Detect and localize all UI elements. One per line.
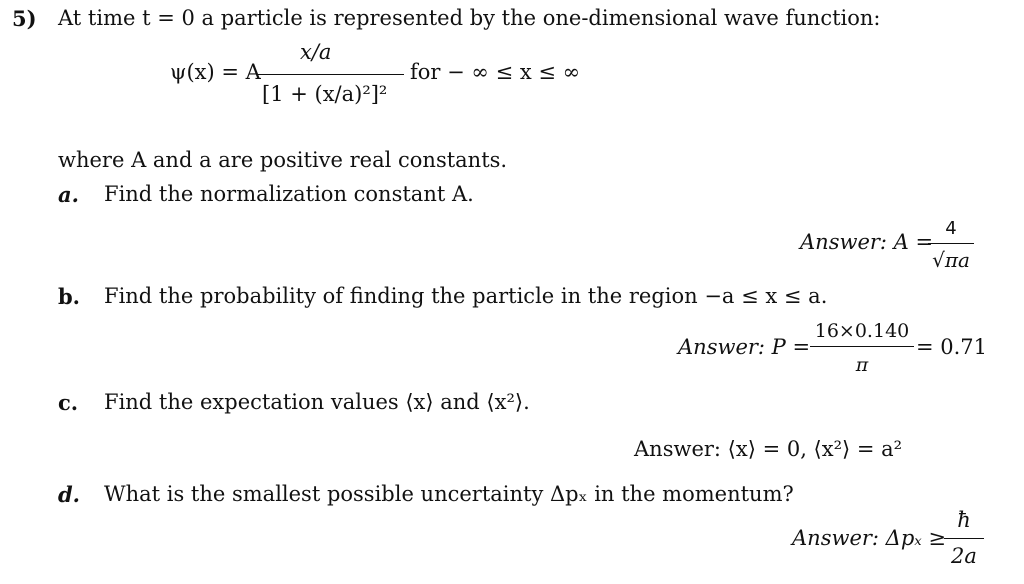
part-a-label: a. xyxy=(58,182,79,207)
psi-numerator: x/a xyxy=(300,40,332,64)
part-c-question: Find the expectation values ⟨x⟩ and ⟨x²⟩. xyxy=(104,390,530,414)
part-a-question: Find the normalization constant A. xyxy=(104,182,474,206)
part-d-answer-num: ħ xyxy=(957,508,971,532)
part-a-answer-num: 4 xyxy=(945,218,957,239)
part-d-fraction-bar xyxy=(944,538,984,539)
psi-fraction-bar xyxy=(256,74,404,75)
part-b-fraction-bar xyxy=(810,346,914,347)
part-b-answer-result: = 0.71 xyxy=(916,335,988,359)
psi-lhs: ψ(x) = A xyxy=(170,60,261,84)
part-b-answer-num: 16×0.140 xyxy=(814,320,910,342)
part-d-answer-prefix: Answer: Δpₓ ≥ xyxy=(792,526,946,550)
part-a-answer-den: √πa xyxy=(932,248,970,272)
part-d-label: d. xyxy=(58,482,80,507)
part-b-label: b. xyxy=(58,284,80,309)
part-d-answer-den: 2a xyxy=(951,544,977,568)
part-c-answer: Answer: ⟨x⟩ = 0, ⟨x²⟩ = a² xyxy=(634,437,903,461)
part-a-answer-prefix: Answer: A = xyxy=(800,230,934,254)
part-b-answer-den: π xyxy=(855,354,869,376)
part-d-question: What is the smallest possible uncertainty Δpₓ in the momentum? xyxy=(104,482,794,506)
psi-range: for − ∞ ≤ x ≤ ∞ xyxy=(410,60,581,84)
part-c-label: c. xyxy=(58,390,79,415)
part-b-answer-prefix: Answer: P = xyxy=(678,335,811,359)
part-b-question: Find the probability of finding the particle in the region −a ≤ x ≤ a. xyxy=(104,284,828,308)
psi-denominator: [1 + (x/a)²]² xyxy=(262,82,388,106)
problem-number: 5) xyxy=(12,6,37,31)
part-a-fraction-bar xyxy=(928,243,974,244)
where-statement: where A and a are positive real constants. xyxy=(58,148,508,172)
problem-intro: At time t = 0 a particle is represented by the one-dimensional wave function: xyxy=(58,6,881,30)
